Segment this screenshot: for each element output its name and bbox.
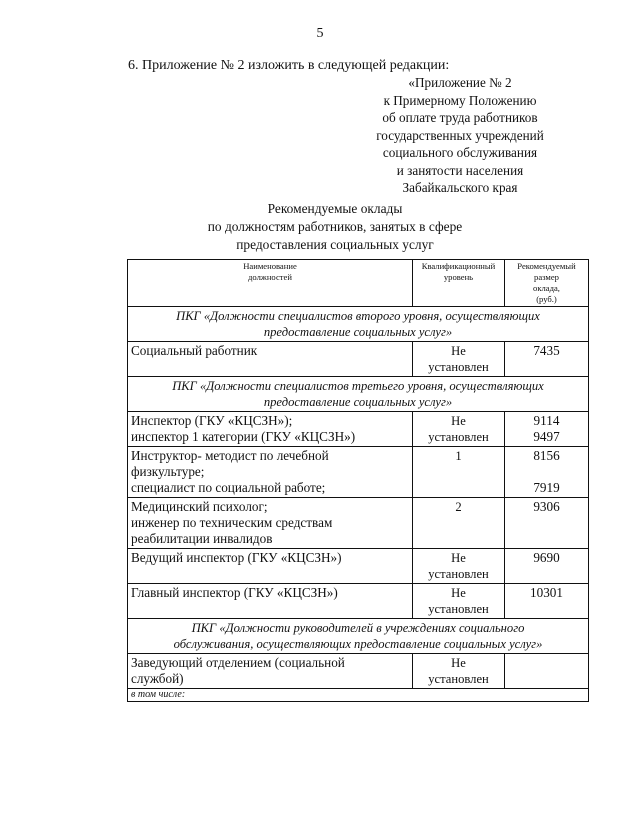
group-title: ПКГ «Должности специалистов третьего уровня, осуществляющих предоставление социальных услуг» (128, 377, 589, 412)
salary-value: 8156 7919 (505, 447, 589, 498)
header-salary: Рекомендуемый размер оклада, (руб.) (505, 260, 589, 307)
title-line: Рекомендуемые оклады (267, 201, 403, 216)
group-title: ПКГ «Должности руководителей в учреждениях социального обслуживания, осуществляющих предоставление социальных услуг» (128, 619, 589, 654)
salary-value: 9306 (505, 498, 589, 549)
table-row (128, 447, 589, 498)
group-row (128, 307, 589, 342)
salary-value: 7435 (505, 342, 589, 377)
qualification-level: 2 (413, 498, 505, 549)
appendix-line: Забайкальского края (402, 180, 518, 195)
table-title (200, 200, 470, 254)
appendix-reference (362, 74, 558, 197)
group-row (128, 377, 589, 412)
position-name: Ведущий инспектор (ГКУ «КЦСЗН») (128, 549, 413, 584)
appendix-line: «Приложение № 2 (408, 75, 512, 90)
table-row (128, 584, 589, 619)
group-row (128, 619, 589, 654)
appendix-line: и занятости населения (396, 162, 524, 178)
appendix-line: государственных учреждений (376, 127, 544, 143)
title-line: предоставления социальных услуг (236, 237, 434, 252)
salary-value: 10301 (505, 584, 589, 619)
including-note: в том числе: (128, 689, 589, 702)
page-number: 5 (316, 26, 324, 41)
salary-value: 9114 9497 (505, 412, 589, 447)
table-row (128, 498, 589, 549)
qualification-level: Не установлен (413, 654, 505, 689)
salary-value: 9690 (505, 549, 589, 584)
header-row (128, 260, 589, 307)
header-name: Наименование должностей (128, 260, 413, 307)
position-name: Главный инспектор (ГКУ «КЦСЗН») (128, 584, 413, 619)
qualification-level: 1 (413, 447, 505, 498)
qualification-level: Не установлен (413, 584, 505, 619)
header-level: Квалификационный уровень (413, 260, 505, 307)
position-name: Заведующий отделением (социальной службой) (128, 654, 413, 689)
position-name: Инструктор- методист по лечебной физкультуре; специалист по социальной работе; (128, 447, 413, 498)
table-row (128, 549, 589, 584)
table-row (128, 412, 589, 447)
position-name: Социальный работник (128, 342, 413, 377)
intro-paragraph: 6. Приложение № 2 изложить в следующей редакции: (128, 58, 450, 73)
title-line: по должностям работников, занятых в сфере (207, 219, 463, 234)
table-row (128, 654, 589, 689)
appendix-line: к Примерному Положению (383, 92, 537, 108)
table-row (128, 342, 589, 377)
appendix-line: социального обслуживания (382, 145, 538, 160)
including-row (128, 689, 589, 702)
salary-table (127, 259, 589, 702)
position-name: Медицинский психолог; инженер по техническим средствам реабилитации инвалидов (128, 498, 413, 549)
position-name: Инспектор (ГКУ «КЦСЗН»); инспектор 1 категории (ГКУ «КЦСЗН») (128, 412, 413, 447)
qualification-level: Не установлен (413, 549, 505, 584)
qualification-level: Не установлен (413, 412, 505, 447)
group-title: ПКГ «Должности специалистов второго уровня, осуществляющих предоставление социальных услуг» (128, 307, 589, 342)
appendix-line: об оплате труда работников (382, 110, 538, 125)
qualification-level: Не установлен (413, 342, 505, 377)
salary-value (505, 654, 589, 689)
